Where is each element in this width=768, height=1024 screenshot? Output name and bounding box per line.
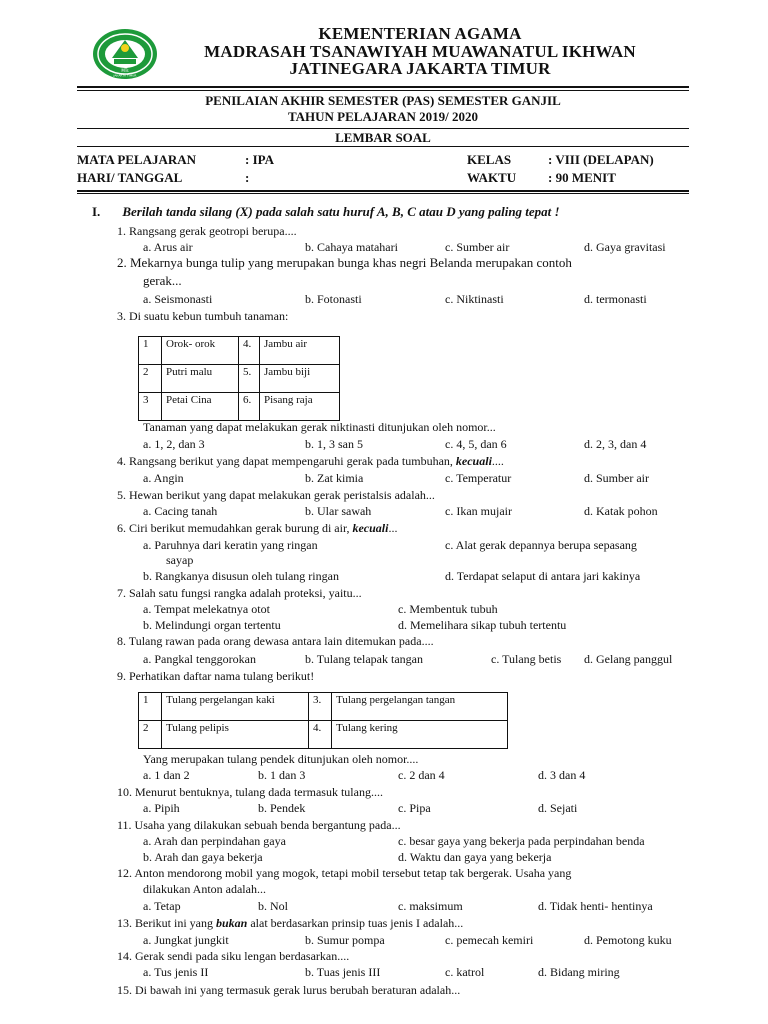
- q6-option-c-cont: sayap: [166, 553, 194, 567]
- section-text: Berilah tanda silang (X) pada salah satu huruf A, B, C atau D yang paling tepat !: [122, 204, 560, 219]
- info-divider-thin: [77, 193, 689, 194]
- q6-option-b[interactable]: b. Rangkanya disusun oleh tulang ringan: [143, 569, 339, 583]
- question-9: 9. Perhatikan daftar nama tulang berikut!: [117, 669, 315, 683]
- q4-end: ....: [491, 454, 504, 468]
- q13-text: 13. Berikut ini yang: [117, 916, 216, 930]
- table-cell: Pisang raja: [260, 393, 340, 421]
- table-cell: Tulang pelipis: [162, 721, 309, 749]
- title-divider: [77, 128, 689, 129]
- q13-option-c[interactable]: c. pemecah kemiri: [445, 933, 534, 947]
- q9-option-c[interactable]: c. 2 dan 4: [398, 768, 445, 782]
- q13-end: alat berdasarkan prinsip tuas jenis I adalah...: [247, 916, 464, 930]
- q14-option-b[interactable]: b. Tuas jenis III: [305, 965, 381, 979]
- sheet-divider: [77, 146, 689, 147]
- q6-keyword: kecuali: [352, 521, 389, 535]
- q11-option-a[interactable]: a. Arah dan perpindahan gaya: [143, 834, 286, 848]
- q2-option-c[interactable]: c. Niktinasti: [445, 292, 504, 306]
- q12-option-a[interactable]: a. Tetap: [143, 899, 181, 913]
- q3-option-a[interactable]: a. 1, 2, dan 3: [143, 437, 205, 451]
- q14-option-c[interactable]: c. katrol: [445, 965, 485, 979]
- time-label: WAKTU: [467, 170, 517, 185]
- sheet-title: LEMBAR SOAL: [335, 130, 431, 145]
- logo-text-2: JAKARTA TIMUR: [113, 73, 137, 78]
- school-location: JATINEGARA JAKARTA TIMUR: [289, 59, 551, 78]
- table-cell: Jambu air: [260, 337, 340, 365]
- question-5: 5. Hewan berikut yang dapat melakukan gerak peristalsis adalah...: [117, 488, 435, 502]
- section-number: I.: [92, 204, 101, 219]
- question-12: 12. Anton mendorong mobil yang mogok, tetapi mobil tersebut tetap tak bergerak. Usaha yang: [117, 866, 572, 880]
- q3-option-d[interactable]: d. 2, 3, dan 4: [584, 437, 647, 451]
- q14-option-a[interactable]: a. Tus jenis II: [143, 965, 209, 979]
- table-cell: 3.: [309, 693, 332, 721]
- info-divider: [77, 190, 689, 192]
- ministry-title: KEMENTERIAN AGAMA: [318, 24, 522, 43]
- q11-option-c[interactable]: c. besar gaya yang bekerja pada perpindahan benda: [398, 834, 645, 848]
- q10-option-b[interactable]: b. Pendek: [258, 801, 306, 815]
- header-divider: [77, 86, 689, 88]
- class-value: : VIII (DELAPAN): [548, 152, 654, 167]
- q7-option-b[interactable]: b. Melindungi organ tertentu: [143, 618, 281, 632]
- logo-text-1: MTs: [121, 68, 129, 73]
- question-3-prompt: Tanaman yang dapat melakukan gerak niktinasti ditunjukan oleh nomor...: [143, 420, 496, 434]
- q13-option-a[interactable]: a. Jungkat jungkit: [143, 933, 229, 947]
- table-cell: 1: [139, 693, 162, 721]
- table-cell: 5.: [239, 365, 260, 393]
- table-cell: Tulang kering: [332, 721, 508, 749]
- q8-option-a[interactable]: a. Pangkal tenggorokan: [143, 652, 256, 666]
- table-cell: Tulang pergelangan kaki: [162, 693, 309, 721]
- q6-option-c[interactable]: c. Alat gerak depannya berupa sepasang: [445, 538, 637, 552]
- q2-option-b[interactable]: b. Fotonasti: [305, 292, 362, 306]
- q8-option-c[interactable]: c. Tulang betis: [491, 652, 562, 666]
- q12-option-c[interactable]: c. maksimum: [398, 899, 463, 913]
- table-cell: Petai Cina: [162, 393, 239, 421]
- class-label: KELAS: [467, 152, 512, 167]
- question-12-cont: dilakukan Anton adalah...: [143, 882, 266, 896]
- table-cell: Orok- orok: [162, 337, 239, 365]
- q5-option-c[interactable]: c. Ikan mujair: [445, 504, 512, 518]
- q4-option-a[interactable]: a. Angin: [143, 471, 184, 485]
- q14-option-d[interactable]: d. Bidang miring: [538, 965, 620, 979]
- table-cell: Putri malu: [162, 365, 239, 393]
- q5-option-a[interactable]: a. Cacing tanah: [143, 504, 218, 518]
- table-cell: 4.: [309, 721, 332, 749]
- table-row: [139, 365, 340, 393]
- table-cell: Jambu biji: [260, 365, 340, 393]
- question-15: 15. Di bawah ini yang termasuk gerak lurus berubah beraturan adalah...: [117, 983, 461, 997]
- academic-year: TAHUN PELAJARAN 2019/ 2020: [287, 109, 479, 124]
- header-divider-thin: [77, 90, 689, 91]
- q13-option-d[interactable]: d. Pemotong kuku: [584, 933, 672, 947]
- q1-option-c[interactable]: c. Sumber air: [445, 240, 510, 254]
- question-1: 1. Rangsang gerak geotropi berupa....: [117, 224, 297, 238]
- q9-option-a[interactable]: a. 1 dan 2: [143, 768, 190, 782]
- question-8: 8. Tulang rawan pada orang dewasa antara lain ditemukan pada....: [117, 634, 434, 648]
- table-row: [139, 721, 508, 749]
- table-row: [139, 693, 508, 721]
- q10-option-c[interactable]: c. Pipa: [398, 801, 431, 815]
- q2-option-d[interactable]: d. termonasti: [584, 292, 647, 306]
- question-13: [117, 916, 463, 930]
- question-2: 2. Mekarnya bunga tulip yang merupakan bunga khas negri Belanda merupakan contoh: [117, 255, 572, 270]
- question-4: [117, 454, 504, 468]
- q5-option-d[interactable]: d. Katak pohon: [584, 504, 658, 518]
- subject-label: MATA PELAJARAN: [77, 152, 197, 167]
- q9-option-d[interactable]: d. 3 dan 4: [538, 768, 586, 782]
- question-11: 11. Usaha yang dilakukan sebuah benda bergantung pada...: [117, 818, 401, 832]
- q4-keyword: kecuali: [455, 454, 492, 468]
- table-cell: 2: [139, 365, 162, 393]
- q1-option-a[interactable]: a. Arus air: [143, 240, 193, 254]
- q11-option-b[interactable]: b. Arah dan gaya bekerja: [143, 850, 263, 864]
- table-row: [139, 393, 340, 421]
- q4-text: 4. Rangsang berikut yang dapat mempengaruhi gerak pada tumbuhan,: [117, 454, 456, 468]
- q4-option-d[interactable]: d. Sumber air: [584, 471, 649, 485]
- school-name: MADRASAH TSANAWIYAH MUAWANATUL IKHWAN: [204, 42, 636, 61]
- table-cell: 2: [139, 721, 162, 749]
- question-3: 3. Di suatu kebun tumbuh tanaman:: [117, 309, 289, 323]
- q10-option-d[interactable]: d. Sejati: [538, 801, 578, 815]
- q6-option-d[interactable]: d. Terdapat selaput di antara jari kakinya: [445, 569, 641, 583]
- q7-option-c[interactable]: c. Membentuk tubuh: [398, 602, 498, 616]
- q4-option-b[interactable]: b. Zat kimia: [305, 471, 364, 485]
- q13-keyword: bukan: [216, 916, 248, 930]
- q8-option-d[interactable]: d. Gelang panggul: [584, 652, 673, 666]
- time-value: : 90 MENIT: [548, 170, 616, 185]
- q9-option-b[interactable]: b. 1 dan 3: [258, 768, 306, 782]
- q3-option-c[interactable]: c. 4, 5, dan 6: [445, 437, 507, 451]
- exam-title: PENILAIAN AKHIR SEMESTER (PAS) SEMESTER GANJIL: [205, 93, 561, 108]
- q7-option-a[interactable]: a. Tempat melekatnya otot: [143, 602, 270, 616]
- table-cell: 3: [139, 393, 162, 421]
- q6-text: 6. Ciri berikut memudahkan gerak burung di air,: [117, 521, 353, 535]
- subject-value: : IPA: [245, 152, 275, 167]
- question-9-prompt: Yang merupakan tulang pendek ditunjukan oleh nomor....: [143, 752, 419, 766]
- question-7: 7. Salah satu fungsi rangka adalah proteksi, yaitu...: [117, 586, 362, 600]
- q12-option-d[interactable]: d. Tidak henti- hentinya: [538, 899, 653, 913]
- q2-option-a[interactable]: a. Seismonasti: [143, 292, 213, 306]
- madrasah-logo-icon: [92, 28, 158, 80]
- table-cell: 4.: [239, 337, 260, 365]
- q13-option-b[interactable]: b. Sumur pompa: [305, 933, 385, 947]
- day-label: HARI/ TANGGAL: [77, 170, 183, 185]
- q1-option-d[interactable]: d. Gaya gravitasi: [584, 240, 666, 254]
- q6-option-a[interactable]: a. Paruhnya dari keratin yang ringan: [143, 538, 318, 552]
- plant-table: [138, 336, 340, 421]
- day-value: :: [245, 170, 250, 185]
- q10-option-a[interactable]: a. Pipih: [143, 801, 180, 815]
- question-10: 10. Menurut bentuknya, tulang dada termasuk tulang....: [117, 785, 383, 799]
- question-14: 14. Gerak sendi pada siku lengan berdasarkan....: [117, 949, 350, 963]
- table-row: [139, 337, 340, 365]
- q5-option-b[interactable]: b. Ular sawah: [305, 504, 372, 518]
- q6-end: ...: [388, 521, 398, 535]
- table-cell: 1: [139, 337, 162, 365]
- question-2-cont: gerak...: [143, 273, 182, 288]
- q8-option-b[interactable]: b. Tulang telapak tangan: [305, 652, 423, 666]
- q4-option-c[interactable]: c. Temperatur: [445, 471, 512, 485]
- question-6: [117, 521, 397, 535]
- table-cell: Tulang pergelangan tangan: [332, 693, 508, 721]
- q7-option-d[interactable]: d. Memelihara sikap tubuh tertentu: [398, 618, 567, 632]
- q12-option-b[interactable]: b. Nol: [258, 899, 288, 913]
- bone-table: [138, 692, 508, 749]
- q11-option-d[interactable]: d. Waktu dan gaya yang bekerja: [398, 850, 552, 864]
- section-instruction: [92, 204, 560, 220]
- table-cell: 6.: [239, 393, 260, 421]
- q1-option-b[interactable]: b. Cahaya matahari: [305, 240, 398, 254]
- q3-option-b[interactable]: b. 1, 3 san 5: [305, 437, 363, 451]
